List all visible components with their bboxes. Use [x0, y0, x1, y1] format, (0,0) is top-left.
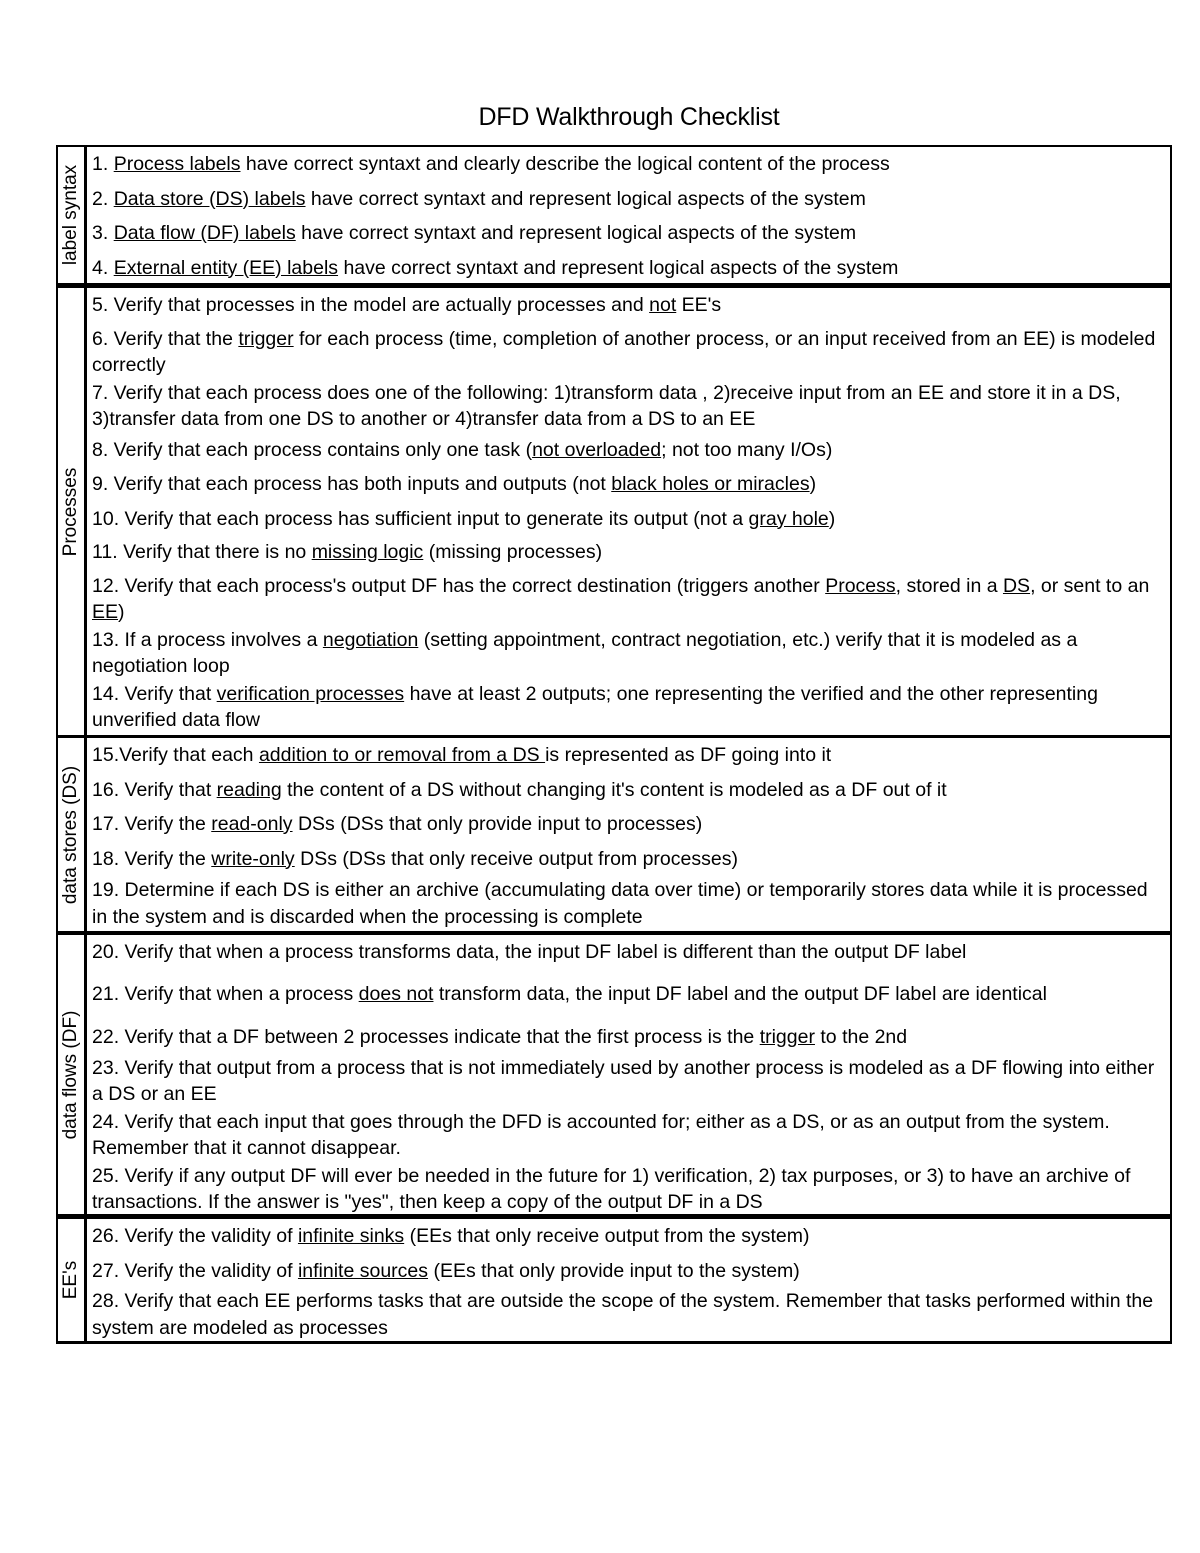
checklist-item-13: 13. If a process involves a negotiation (setting appointment, contract negotiation, etc.) verify that it is modeled as a negotiation loop: [92, 628, 1078, 677]
checklist-item-7: 7. Verify that each process does one of the following: 1)transform data , 2)receive input from an EE and store it in a DS, 3)transfer data from one DS to another or 4)transfer data from a DS to an EE: [92, 381, 1121, 430]
section-side-cell: [58, 738, 87, 931]
checklist-item-2: 2. Data store (DS) labels have correct syntaxt and represent logical aspects of the system: [92, 187, 866, 210]
checklist-item-25: 25. Verify if any output DF will ever be needed in the future for 1) verification, 2) tax purposes, or 3) to have an archive of transactions. If the answer is "yes", then keep a copy of the output DF in a DS: [92, 1164, 1131, 1213]
checklist-item-5: 5. Verify that processes in the model are actually processes and not EE's: [92, 294, 722, 316]
checklist-item-1: 1. Process labels have correct syntaxt and clearly describe the logical content of the process: [92, 153, 890, 175]
section-label: data stores (DS): [60, 765, 81, 904]
section-label: data flows (DF): [60, 1010, 81, 1139]
section-label-syntax: [56, 145, 1172, 288]
checklist-item-8: 8. Verify that each process contains only one task (not overloaded; not too many I/Os): [92, 438, 833, 461]
checklist-item-11: 11. Verify that there is no missing logic (missing processes): [92, 541, 603, 563]
checklist-item-23: 23. Verify that output from a process that is not immediately used by another process is modeled as a DF flowing into either a DS or an EE: [92, 1056, 1155, 1105]
checklist-item-16: 16. Verify that reading the content of a DS without changing it's content is modeled as a DF out of it: [92, 778, 947, 801]
checklist-item-27: 27. Verify the validity of infinite sources (EEs that only provide input to the system): [92, 1259, 800, 1282]
section-side-cell: [58, 935, 87, 1214]
checklist-item-21: 21. Verify that when a process does not transform data, the input DF label and the output DF label are identical: [92, 982, 1047, 1005]
section-label: EE's: [60, 1260, 81, 1300]
checklist-item-9: 9. Verify that each process has both inputs and outputs (not black holes or miracles): [92, 473, 817, 495]
section-side-cell: [58, 288, 87, 735]
checklist-item-19: 19. Determine if each DS is either an archive (accumulating data over time) or temporarily stores data while it is processed in the system and is discarded when the processing is complete: [92, 879, 1148, 928]
section-items: [87, 738, 1170, 931]
checklist-item-28: 28. Verify that each EE performs tasks that are outside the scope of the system. Remember that tasks performed within the system are modeled as processes: [92, 1290, 1154, 1339]
section-external-entities: [56, 1219, 1172, 1344]
section-side-cell: [58, 147, 87, 283]
checklist-item-12: 12. Verify that each process's output DF has the correct destination (triggers another Process, stored in a DS, or sent to an EE): [92, 574, 1150, 623]
section-items: [87, 288, 1170, 735]
section-side-cell: [58, 1219, 87, 1341]
section-processes: [56, 288, 1172, 738]
checklist-item-18: 18. Verify the write-only DSs (DSs that only receive output from processes): [92, 847, 738, 870]
section-label: Processes: [60, 467, 81, 556]
section-items: [87, 1219, 1170, 1341]
checklist-table: [56, 145, 1172, 1344]
checklist-item-24: 24. Verify that each input that goes through the DFD is accounted for; either as a DS, or as an output from the system. Remember that it cannot disappear.: [92, 1110, 1110, 1159]
checklist-item-15: 15.Verify that each addition to or removal from a DS is represented as DF going into it: [92, 744, 832, 766]
page-title: DFD Walkthrough Checklist: [478, 103, 780, 131]
section-items: [87, 147, 1170, 283]
checklist-item-3: 3. Data flow (DF) labels have correct syntaxt and represent logical aspects of the system: [92, 222, 857, 244]
checklist-item-6: 6. Verify that the trigger for each process (time, completion of another process, or an input received from an EE) is modeled correctly: [92, 327, 1156, 376]
checklist-item-17: 17. Verify the read-only DSs (DSs that only provide input to processes): [92, 813, 703, 835]
section-data-stores: [56, 738, 1172, 935]
checklist-item-26: 26. Verify the validity of infinite sinks (EEs that only receive output from the system): [92, 1225, 810, 1247]
checklist-item-20: 20. Verify that when a process transforms data, the input DF label is different than the output DF label: [92, 941, 967, 963]
checklist-item-4: 4. External entity (EE) labels have correct syntaxt and represent logical aspects of the system: [92, 256, 899, 279]
section-items: [87, 935, 1170, 1214]
section-label: label syntax: [60, 164, 81, 266]
checklist-item-10: 10. Verify that each process has sufficient input to generate its output (not a gray hole): [92, 507, 836, 530]
checklist-item-14: 14. Verify that verification processes have at least 2 outputs; one representing the verified and the other representing unverified data flow: [92, 682, 1098, 731]
section-data-flows: [56, 935, 1172, 1219]
checklist-item-22: 22. Verify that a DF between 2 processes indicate that the first process is the trigger to the 2nd: [92, 1026, 908, 1048]
